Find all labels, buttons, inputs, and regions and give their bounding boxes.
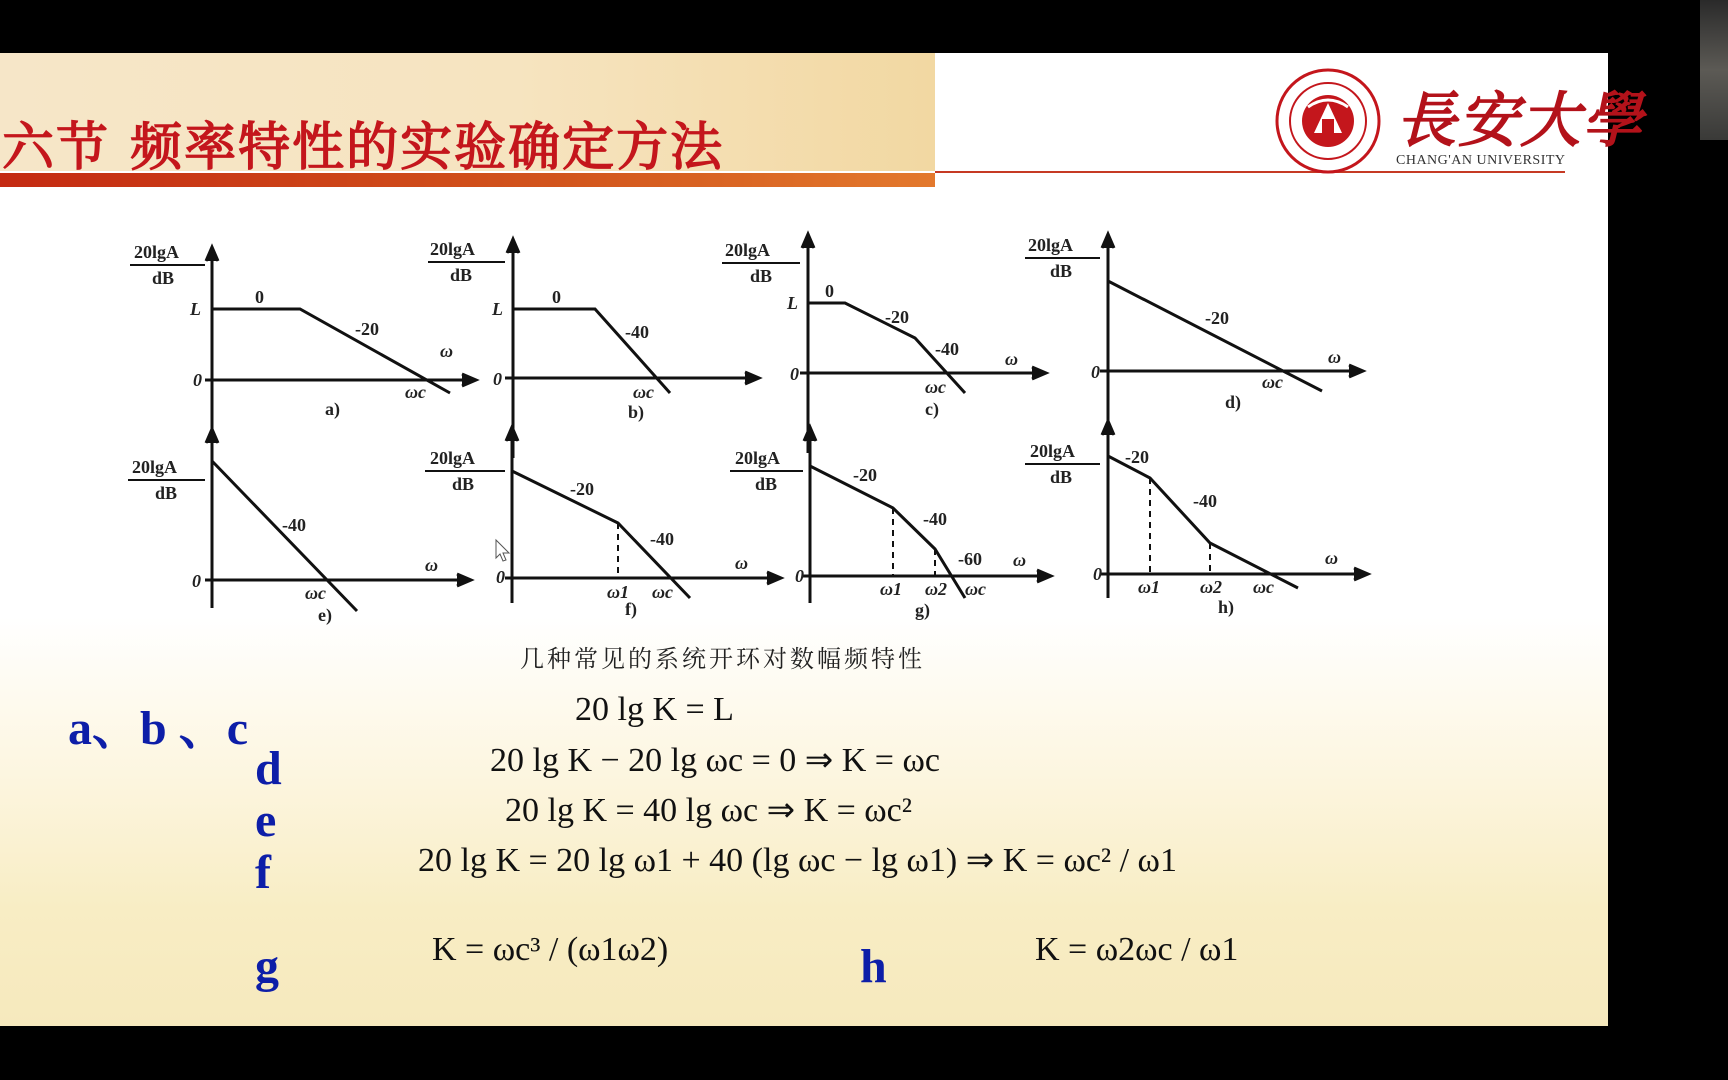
panel-g-w2: ω2 (925, 579, 948, 599)
panel-g-yunit: dB (755, 474, 778, 494)
panel-f-text (425, 448, 748, 620)
figure-caption: 几种常见的系统开环对数幅频特性 (520, 645, 925, 673)
panel-a-slope-0: 0 (255, 287, 264, 307)
panel-d-slope-0: -20 (1205, 308, 1229, 328)
panel-h-yunit: dB (1050, 467, 1073, 487)
panel-c-ymark: L (787, 293, 798, 313)
panel-b-text (428, 239, 654, 423)
university-name-cn: 長安大學 (1396, 86, 1644, 156)
panel-c (800, 234, 1046, 453)
panel-d-xlabel: ω (1328, 347, 1342, 367)
panel-g-wc: ωc (965, 579, 987, 599)
panel-h-w2: ω2 (1200, 577, 1223, 597)
panel-d-origin: 0 (1091, 362, 1100, 382)
university-name-en: CHANG'AN UNIVERSITY (1396, 153, 1566, 168)
case-label-f: f (255, 846, 271, 899)
panel-f-ylabel: 20lgA (430, 448, 475, 468)
panel-b-slope-1: -40 (625, 322, 649, 342)
panel-a-text (130, 242, 453, 420)
panel-b (505, 239, 759, 458)
panel-e-xlabel: ω (425, 555, 439, 575)
panel-e-yunit: dB (155, 483, 178, 503)
panel-c-xlabel: ω (1005, 349, 1019, 369)
webcam-strip (1700, 0, 1728, 140)
panel-a-ymark: L (190, 299, 201, 319)
panel-c-tag: c) (925, 399, 939, 419)
panel-f-slope-0: -20 (570, 479, 594, 499)
panel-b-ylabel: 20lgA (430, 239, 475, 259)
panel-d (1100, 234, 1363, 453)
panel-h-text (1025, 441, 1338, 618)
slide-title: 六节 频率特性的实验确定方法 (2, 118, 725, 178)
panel-h-ylabel: 20lgA (1030, 441, 1075, 461)
panel-d-wc: ωc (1262, 372, 1284, 392)
panel-g-slope-2: -60 (958, 549, 982, 569)
panel-e-wc: ωc (305, 583, 327, 603)
panel-a-tag: a) (325, 399, 340, 419)
panel-g-tag: g) (915, 600, 930, 620)
panel-e-tag: e) (318, 605, 332, 625)
panel-a-yunit: dB (152, 268, 175, 288)
panel-b-origin: 0 (493, 369, 502, 389)
panel-h-w1: ω1 (1138, 577, 1161, 597)
panel-h-tag: h) (1218, 597, 1235, 617)
panel-h-wc: ωc (1253, 577, 1275, 597)
equation-f: 20 lg K = 20 lg ω1 + 40 (lg ωc − lg ω1) ⇒ K = ωc² / ω1 (418, 842, 1177, 879)
panel-e-origin: 0 (192, 571, 201, 591)
case-label-e: e (255, 794, 277, 847)
panel-a-origin: 0 (193, 370, 202, 390)
equation-h: K = ω2ωc / ω1 (1035, 931, 1239, 968)
panel-c-ylabel: 20lgA (725, 240, 770, 260)
panel-c-text (722, 240, 1018, 420)
panel-d-yunit: dB (1050, 261, 1073, 281)
panel-f-slope-1: -40 (650, 529, 674, 549)
panel-g-origin: 0 (795, 566, 804, 586)
panel-b-ymark: L (492, 299, 503, 319)
panel-h-xlabel: ω (1325, 548, 1339, 568)
panel-e-text (128, 457, 438, 626)
panel-g-w1: ω1 (880, 579, 903, 599)
panel-g-slope-0: -20 (853, 465, 877, 485)
case-label-h: h (860, 940, 887, 993)
panel-c-wc: ωc (925, 377, 947, 397)
panel-f-w1: ω1 (607, 582, 630, 602)
panel-c-slope-2: -40 (935, 339, 959, 359)
panel-d-ylabel: 20lgA (1028, 235, 1073, 255)
panel-f-tag: f) (625, 599, 637, 619)
panel-a-wc: ωc (405, 382, 427, 402)
panel-a (205, 247, 476, 453)
panel-g-text (730, 448, 1026, 621)
panel-d-text (1025, 235, 1341, 413)
case-label-d: d (255, 742, 282, 795)
case-label-g: g (255, 940, 279, 993)
panel-f-yunit: dB (452, 474, 475, 494)
panel-f-wc: ωc (652, 582, 674, 602)
panel-g-slope-1: -40 (923, 509, 947, 529)
equation-d: 20 lg K − 20 lg ωc = 0 ⇒ K = ωc (490, 742, 940, 779)
panel-e-ylabel: 20lgA (132, 457, 177, 477)
panel-c-yunit: dB (750, 266, 773, 286)
panel-a-xlabel: ω (440, 341, 454, 361)
panel-c-slope-0: 0 (825, 281, 834, 301)
slide (0, 53, 1644, 1026)
panel-a-ylabel: 20lgA (134, 242, 179, 262)
panel-h-slope-0: -20 (1125, 447, 1149, 467)
panel-c-slope-1: -20 (885, 307, 909, 327)
panel-b-yunit: dB (450, 265, 473, 285)
mouse-pointer-icon (495, 539, 511, 563)
panel-h-slope-1: -40 (1193, 491, 1217, 511)
case-label-abc: a、b 、c (68, 702, 249, 755)
equation-abc: 20 lg K = L (575, 691, 734, 728)
panel-h-origin: 0 (1093, 564, 1102, 584)
panel-e-slope-0: -40 (282, 515, 306, 535)
panel-b-slope-0: 0 (552, 287, 561, 307)
equation-e: 20 lg K = 40 lg ωc ⇒ K = ωc² (505, 792, 912, 829)
bode-figure (0, 53, 1608, 673)
equation-g: K = ωc³ / (ω1ω2) (432, 931, 669, 968)
panel-g-ylabel: 20lgA (735, 448, 780, 468)
panel-c-origin: 0 (790, 364, 799, 384)
panel-a-slope-1: -20 (355, 319, 379, 339)
panel-g-xlabel: ω (1013, 550, 1027, 570)
panel-f-xlabel: ω (735, 553, 749, 573)
panel-d-tag: d) (1225, 392, 1242, 412)
panel-b-wc: ωc (633, 382, 655, 402)
panel-f-origin: 0 (496, 567, 505, 587)
panel-b-tag: b) (628, 402, 645, 422)
